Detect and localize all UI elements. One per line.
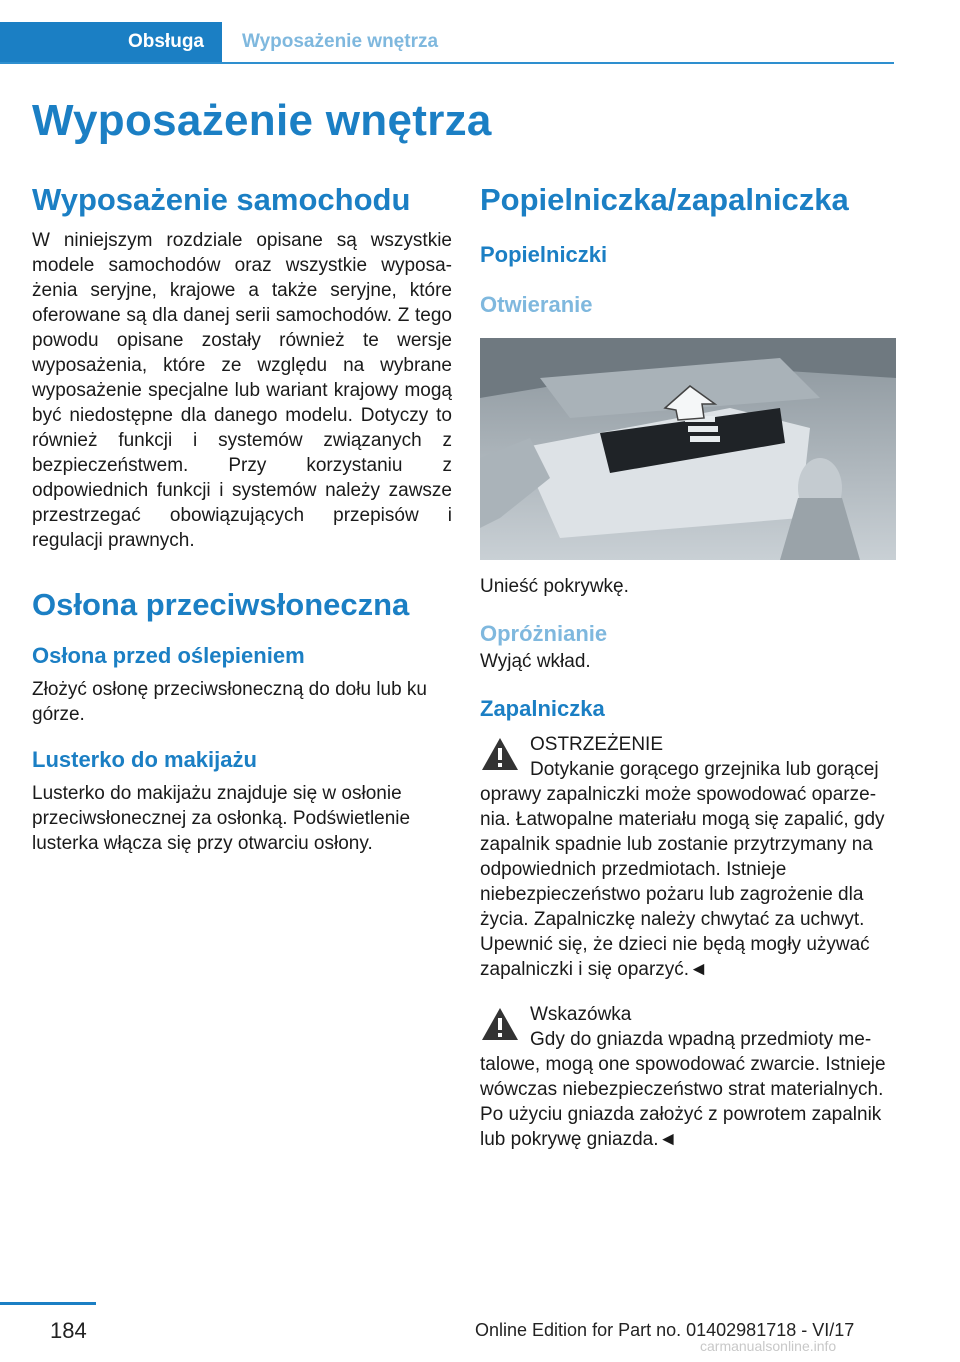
breadcrumb[interactable]: Wyposażenie wnętrza [242,31,439,52]
section-title: Popielniczka/zapalniczka [480,182,849,217]
page-number: 184 [50,1318,87,1343]
subsection-title: Lusterko do makijażu [32,747,257,772]
warning-block [480,732,896,982]
subsubsection-title: Otwieranie [480,292,593,317]
note-block [480,1002,896,1152]
ashtray-illustration [480,338,896,560]
paragraph: W niniejszym rozdziale opisane są wszystkie modele samochodów oraz wszystkie wyposażenia seryjne, krajowe a także seryjne, które oferowane są dla danej serii samochodów. Z tego powodu opisane zostały również te wersje wyposażenia, które ze względu na wybrane wyposażenie specjalne lub wariant krajowy mogą być niedostępne dla danego modelu. Dotyczy to również funkcji i systemów związanych z bezpieczeństwem. Przy korzystaniu z odpowiednich funkcji i systemów należy zawsze przestrzegać obowiązujących przepisów i regulacji prawnych. [32,230,452,551]
edition-info: Online Edition for Part no. 01402981718 - VI/17 [475,1320,855,1340]
watermark: carmanualsonline.info [700,1338,837,1354]
warning-label: OSTRZEŻENIE [530,734,664,755]
header-bar [0,22,894,64]
paragraph: Lusterko do makijażu znajduje się w osłonie przeciwsłonecznej za osłonką. Podświetlenie lusterka włącza się przy otwarciu osłony. [32,783,411,854]
subsection-title: Osłona przed oślepieniem [32,643,305,668]
paragraph: Wyjąć wkład. [480,651,591,672]
warning-text: Dotykanie gorącego grzejnika lub gorącej oprawy zapalniczki może spowodować oparzenia. Łatwopalne materiału mogą się zapalić, gdy zapalnik spadnie lub zostanie przytrzymany na odpowiednich przedmiotach. Istnieje niebezpieczeństwo pożaru lub zagrożenie dla życia. Zapalniczkę należy chwytać za uchwyt. Upewnić się, że dzieci nie będą mogły używać zapalniczki i się oparzyć.◄ [480,759,885,980]
subsubsection-title: Opróżnianie [480,621,608,646]
left-column [32,178,452,856]
tab-label: Obsługa [127,31,204,52]
footer-rule [0,1302,96,1305]
right-column [480,178,896,1152]
warning-icon [480,736,520,772]
subsection-title: Popielniczki [480,242,608,267]
paragraph: Złożyć osłonę przeciwsłoneczną do dołu lub ku górze. [32,679,427,725]
note-text: Gdy do gniazda wpadną przedmioty metalowe, mogą one spowodować zwarcie. Istnieje wówczas niebezpieczeństwo strat materialnych. Po użyciu gniazda założyć z powrotem zapalnik lub pokrywę gniazda.◄ [480,1029,886,1150]
tab-obsluga[interactable] [0,22,222,62]
subsection-title: Zapalniczka [480,696,605,721]
page-title: Wyposażenie wnętrza [32,96,492,145]
note-label: Wskazówka [530,1004,632,1025]
section-title: Osłona przeciwsłoneczna [32,587,410,622]
photo-caption: Unieść pokrywkę. [480,576,629,597]
section-title: Wyposażenie samochodu [32,182,411,217]
warning-icon [480,1006,520,1042]
